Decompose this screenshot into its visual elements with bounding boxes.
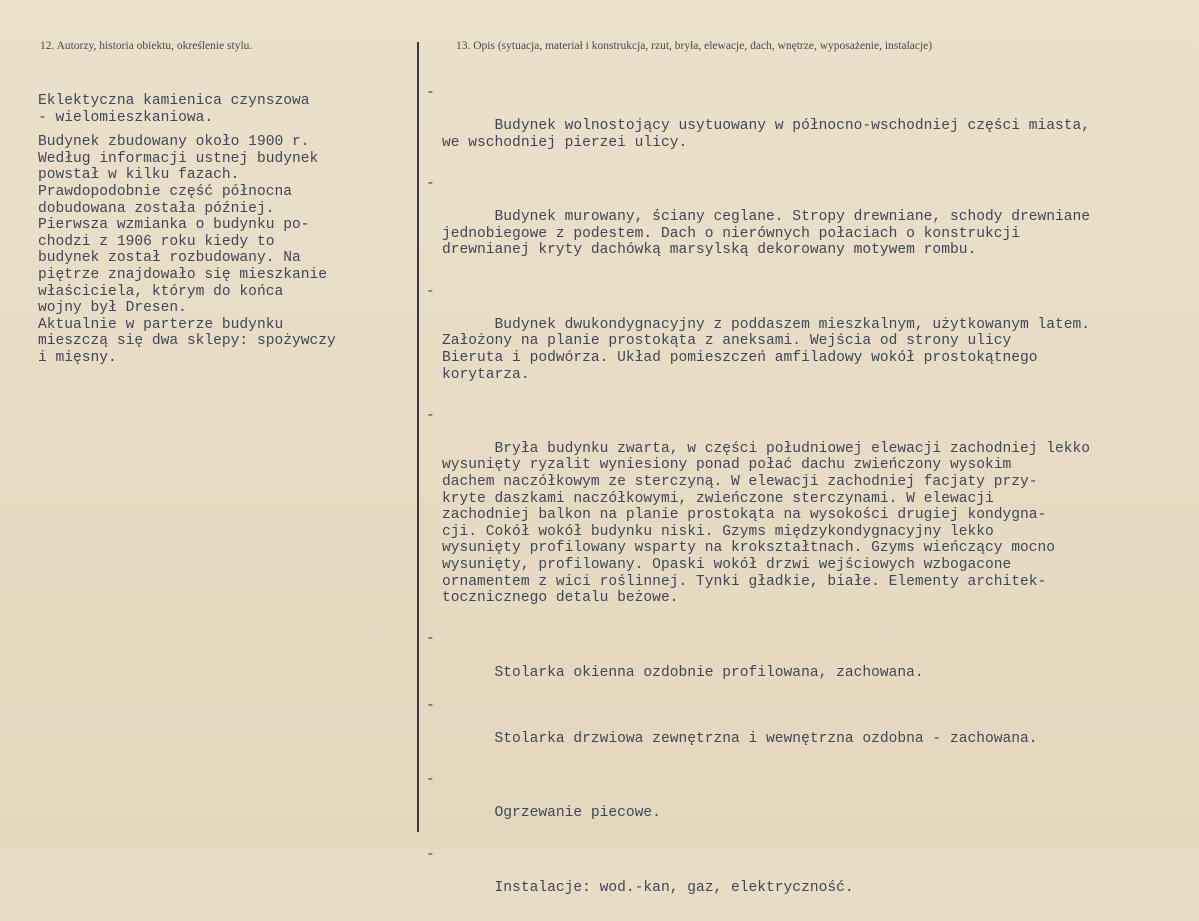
list-item-text: Budynek murowany, ściany ceglane. Stropy drewniane, schody drewniane jednobiegowe z podestem. Dach o nierównych połaciach o konstrukcji drewnianej kryty dachówką marsylską dekorowany motywem rombu. [442,209,1091,259]
list-dash: - [426,631,435,648]
list-item [426,631,1186,697]
list-dash: - [426,697,435,714]
list-item-text: Bryła budynku zwarta, w części południowej elewacji zachodniej lekko wysunięty ryzalit wyniesiony ponad połać dachu zwieńczony wysokim dachem naczółkowym ze sterczyną. W elewacji zachodniej facjaty przy- kryte daszkami naczółkowymi, zwieńczone sterczynami. W elewacji zachodniej balkon na planie prostokąta na wysokości drugiej kondygna- cji. Cokół wokół budynku niski. Gzyms międzykondygnacyjny lekko wysunięty profilowany wsparty na krokształtnach. Gzyms wieńczący mocno wysunięty, profilowany. Opaski wokół drzwi wejściowych wzbogacone ornamentem z wici roślinnej. Tynki gładkie, białe. Elementy architek- tocznicznego detalu beżowe. [442,440,1091,607]
list-item-text: Instalacje: wod.-kan, gaz, elektryczność. [494,879,854,896]
list-dash: - [426,85,435,101]
list-item-text: Ogrzewanie piecowe. [494,805,661,822]
list-item [426,176,1186,276]
section-13-content [426,85,1186,921]
list-item-text: Budynek dwukondygnacyjny z poddaszem mieszkalnym, użytkowanym latem. Założony na planie prostokąta z aneksami. Wejścia od strony ulicy Bieruta i podwórza. Układ pomieszczeń amfiladowy wokół prostokątnego korytarza. [442,316,1091,383]
section-12-header: 12. Autorzy, historia obiektu, określenie stylu. [40,40,253,52]
style-description: Eklektyczna kamienica czynszowa - wielomieszkaniowa. [38,93,310,126]
column-divider [417,42,419,832]
history-description: Budynek zbudowany około 1900 r. Według informacji ustnej budynek powstał w kilku fazach. Prawdopodobnie część północna dobudowana została później. Pierwsza wzmianka o budynku po- chodzi z 1906 roku kiedy to budynek został rozbudowany. Na piętrze znajdowało się mieszkanie właściciela, którym do końca wojny był Dresen. Aktualnie w parterze budynku mieszczą się dwa sklepy: spożywczy i mięsny. [38,134,336,366]
list-dash: - [426,175,435,192]
list-item-text: Stolarka drzwiowa zewnętrzna i wewnętrzna ozdobna - zachowana. [494,730,1038,747]
list-dash: - [426,846,435,863]
list-dash: - [426,407,435,424]
list-item [426,408,1186,624]
list-item-text: Stolarka okienna ozdobnie profilowana, zachowana. [494,664,924,681]
list-dash: - [426,772,435,789]
section-13-header: 13. Opis (sytuacja, materiał i konstrukcja, rzut, bryła, elewacje, dach, wnętrze, wyposażenie, instalacje) [456,40,933,52]
list-item [426,85,1186,168]
list-item [426,847,1186,913]
list-item [426,284,1186,400]
list-dash: - [426,283,435,300]
section-12-content [38,93,410,375]
list-item [426,772,1186,838]
list-item [426,698,1186,764]
list-item-text: Budynek wolnostojący usytuowany w północno-wschodniej części miasta, we wschodniej pierzei ulicy. [442,118,1091,151]
